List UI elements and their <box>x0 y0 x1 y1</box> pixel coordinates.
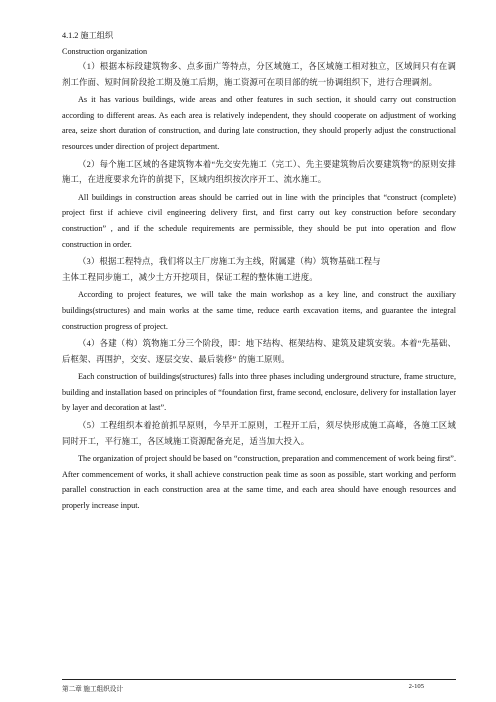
paragraph-zh-5: （5）工程组织本着抢前抓早原则，今早开工原则，工程开工后，须尽快形成施工高峰，各施工区域同时开工，平行施工，各区域施工资源配备充足，适当加大投入。 <box>62 421 456 446</box>
paragraph-en-2: All buildings in construction areas should be carried out in line with the principles that “construct (complete) project first if achieve civil engineering delivery first, and first carry out key construction before secondary construction” , and if the schedule requirements are permissible, they should be put into operation and flow construction in order. <box>62 192 456 249</box>
paragraph-zh-3-line-1: （3）根据工程特点，我们将以主厂房施工为主线，附属建（构）筑物基础工程与 <box>78 257 381 267</box>
section-heading: 4.1.2 施工组织 <box>62 31 114 40</box>
document-body <box>62 31 456 514</box>
footer-chapter: 第二章 施工组织设计 <box>62 686 123 693</box>
paragraph-en-3: According to project features, we will take the main workshop as a key line, and construct the auxiliary buildings(structures) and main works at the same time, reduce earth excavation items, and guarantee the integral construction progress of project. <box>62 290 456 331</box>
paragraph-zh-4: （4）各建（构）筑物施工分三个阶段，即：地下结构、框架结构、建筑及建筑安装。本着“先基础、后框架、再围护，交安、逐层交安、最后装修” 的施工原则。 <box>62 339 456 364</box>
paragraph-en-4: Each construction of buildings(structures) falls into three phases including underground structure, frame structure, building and installation based on principles of “foundation first, frame second, enclosure, delivery for installation layer by layer and decoration at last”. <box>62 372 456 413</box>
section-subheading: Construction organization <box>62 47 148 56</box>
paragraph-en-5: The organization of project should be based on “construction, preparation and commencement of work being first”. After commencement of works, it shall achieve construction peak time as soon as possible, start working and perform parallel construction in each construction area at the same time, and each area should have enough resources and properly increase input. <box>62 454 456 511</box>
paragraph-zh-1: （1）根据本标段建筑物多、点多面广等特点，分区域施工，各区域施工相对独立，区域间只有在调剂工作面、短时间阶段抢工期及施工后期，施工资源可在项目部的统一协调组织下，进行合理调剂。 <box>62 62 456 87</box>
paragraph-zh-3-line-2: 主体工程同步施工，减少土方开挖项目，保证工程的整体施工进度。 <box>62 272 318 282</box>
paragraph-en-1: As it has various buildings, wide areas and other features in such section, it should carry out construction according to different areas. As each area is relatively independent, they should cooperate on adjustment of working area, seize short duration of construction, and during late construction, they should properly adjust the constructional resources under direction of project department. <box>62 95 456 151</box>
footer-page-number: 2-105 <box>408 683 424 690</box>
page-footer <box>62 679 456 693</box>
paragraph-zh-2: （2）每个施工区域的各建筑物本着“先交安先施工（完工）、先主要建筑物后次要建筑物”的原则安排施工，在进度要求允许的前提下，区域内组织按次序开工、流水施工。 <box>62 159 456 185</box>
